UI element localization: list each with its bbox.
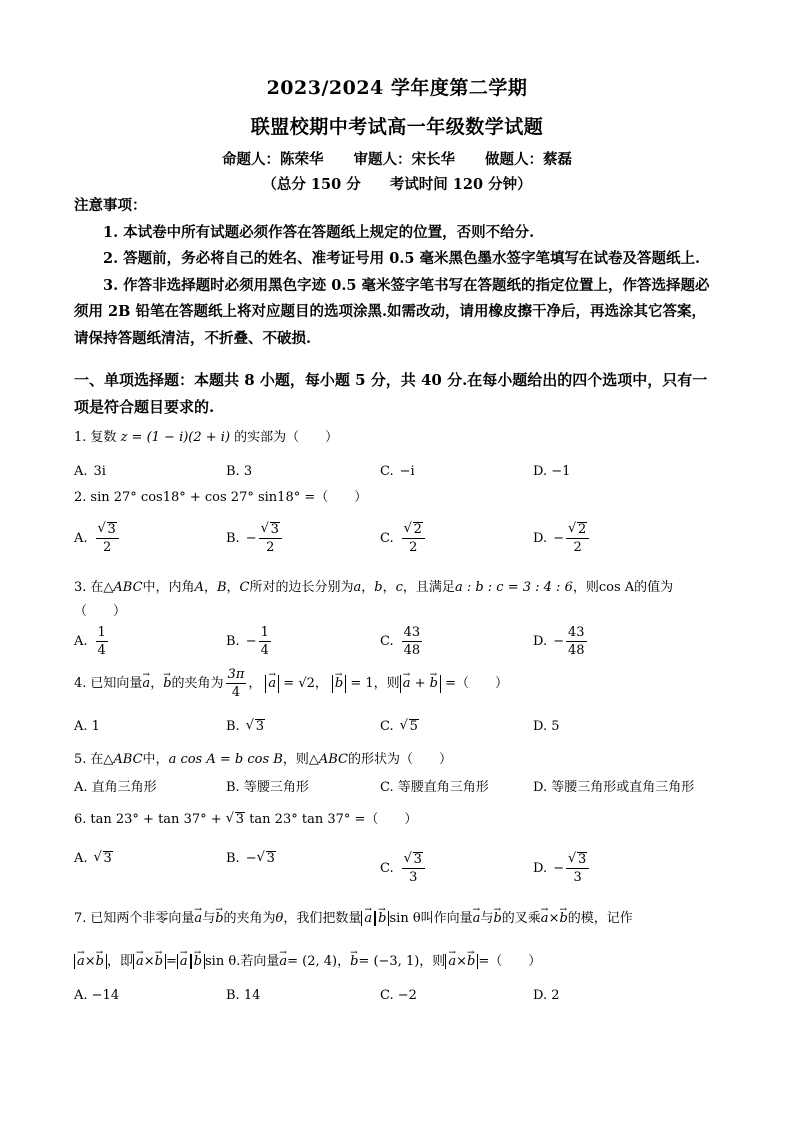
q7-option-a: A. −14 <box>74 988 120 1003</box>
q2-post: （ ） <box>315 490 368 505</box>
note-item-1: 1. 本试卷中所有试题必须作答在答题纸上规定的位置，否则不给分. <box>103 223 535 241</box>
notes-block <box>74 193 719 352</box>
question-1 <box>74 429 719 447</box>
note-item-2: 2. 答题前，务必将自己的姓名、准考证号用 0.5 毫米黑色墨水签字笔填写在试卷及答题纸上. <box>103 250 701 267</box>
exam-staff <box>0 148 794 169</box>
notes-heading: 注意事项： <box>74 197 147 214</box>
q2-d-fraction: √ $\frac{2}{2}$ <box>566 521 589 556</box>
exam-title-line1: 2023/2024 学年度第二学期 <box>266 77 528 99</box>
q2-number: 2. <box>74 490 87 505</box>
q5-option-a: A. 直角三角形 <box>74 780 157 795</box>
q7-option-b: B. 14 <box>226 988 261 1003</box>
question-7-line-2: a →×b → ，即 a →×b → = a → b → sin θ.若向量a →= (2, 4)，b →= (−3, 1)，则 a →×b → =（ ） <box>74 953 719 971</box>
section-1-heading: 一、单项选择题：本题共 8 小题，每小题 5 分，共 40 分.在每小题给出的四个选项中，只有一项是符合题目要求的. <box>74 371 708 416</box>
q1-number: 1. <box>74 430 87 445</box>
note-item-3: 3. 作答非选择题时必须用黑色字迹 0.5 毫米签字笔书写在答题纸的指定位置上，作答选择题必须用 2B 铅笔在答题纸上将对应题目的选项涂黑.如需改动，请用橡皮擦干净后，再选涂其它答案，请保持答题纸清洁，不折叠、不破损. <box>74 276 710 347</box>
setter: 命题人：陈荣华 <box>222 151 324 168</box>
question-7-line-1: 7. 已知两个非零向量a →与b →的夹角为θ，我们把数量 a → b → sin θ叫作向量a →与b →的叉乘a →×b →的模，记作 <box>74 910 719 928</box>
q7-options <box>74 988 719 1028</box>
q6-options <box>74 851 719 891</box>
q1-option-d: D. −1 <box>533 464 571 479</box>
q3-option-b: B. − $\frac{1}{4}$ <box>226 625 269 658</box>
question-2 <box>74 489 719 507</box>
q5-option-b: B. 等腰三角形 <box>226 780 309 795</box>
q2-option-b: B. − √ $\frac{3}{2}$ <box>226 521 284 556</box>
vector-a: a → <box>142 675 150 693</box>
q5-option-c: C. 等腰直角三角形 <box>380 780 489 795</box>
q3-option-d: D. − $\frac{43}{48}$ <box>533 625 585 658</box>
question-5: 5. 在△ABC中，a cos A = b cos B，则△ABC的形状为（ ） <box>74 752 452 767</box>
q7-option-d: D. 2 <box>533 988 560 1003</box>
q2-options <box>74 521 719 561</box>
q1-pre: 复数 <box>90 430 117 445</box>
q5-options <box>74 776 719 816</box>
q4-option-b: B. √ 3 <box>226 719 265 734</box>
q4-option-c: C. √ 5 <box>380 719 419 734</box>
q2-option-d: D. − √ $\frac{2}{2}$ <box>533 521 591 556</box>
exam-title-line2: 联盟校期中考试高一年级数学试题 <box>250 116 544 138</box>
q2-a-fraction: √ $\frac{3}{2}$ <box>96 521 119 556</box>
q2-b-fraction: √ $\frac{3}{2}$ <box>259 521 282 556</box>
q2-expr: sin 27° cos18° + cos 27° sin18° = <box>90 490 316 505</box>
q1-expr: z = (1 − i)(2 + i) <box>120 430 231 445</box>
q4-option-d: D. 5 <box>533 719 560 734</box>
q1-post: 的实部为（ ） <box>234 430 339 445</box>
q5-option-d: D. 等腰三角形或直角三角形 <box>533 780 695 795</box>
q1-option-b: B. 3 <box>226 464 253 479</box>
q3-option-a: A. $\frac{1}{4}$ <box>74 625 106 658</box>
q7-option-c: C. −2 <box>380 988 417 1003</box>
solver: 做题人：蔡磊 <box>485 151 572 168</box>
score-and-time: （总分 150 分 考试时间 120 分钟） <box>262 176 532 193</box>
q3-options <box>74 624 719 664</box>
vector-b: b → <box>163 675 171 693</box>
q1-option-a: A. 3i <box>74 464 106 479</box>
q4-angle: $\frac{3\pi}{4}$ <box>227 667 245 700</box>
reviewer: 审题人：宋长华 <box>353 151 455 168</box>
q4-option-a: A. 1 <box>74 719 100 734</box>
q6-option-c: C. √ $\frac{3}{3}$ <box>380 851 427 886</box>
q6-option-a: A. √ 3 <box>74 851 113 866</box>
q2-option-c: C. √ $\frac{2}{2}$ <box>380 521 427 556</box>
q2-option-a: A. √ $\frac{3}{2}$ <box>74 521 121 556</box>
q6-option-d: D. − √ $\frac{3}{3}$ <box>533 851 591 886</box>
q6-option-b: B. − √ 3 <box>226 851 276 866</box>
question-6: 6. tan 23° + tan 37° + √ 3 tan 23° tan 37° =（ ） <box>74 811 719 829</box>
question-4: 4. 已知向量 a → ， b → 的夹角为 $\frac{3\pi}{4}$ ， a → = √2 ， b → = 1 ，则 a → + b → =（ ） <box>74 666 719 701</box>
question-3: 3. 在△ABC中，内角A，B，C所对的边长分别为a，b，c，且满足a : b : c = 3 : 4 : 6，则cos A的值为 （ ） <box>74 580 674 619</box>
q3-option-c: C. $\frac{43}{48}$ <box>380 625 421 658</box>
q1-option-c: C. −i <box>380 464 415 479</box>
q2-c-fraction: √ $\frac{2}{2}$ <box>402 521 425 556</box>
